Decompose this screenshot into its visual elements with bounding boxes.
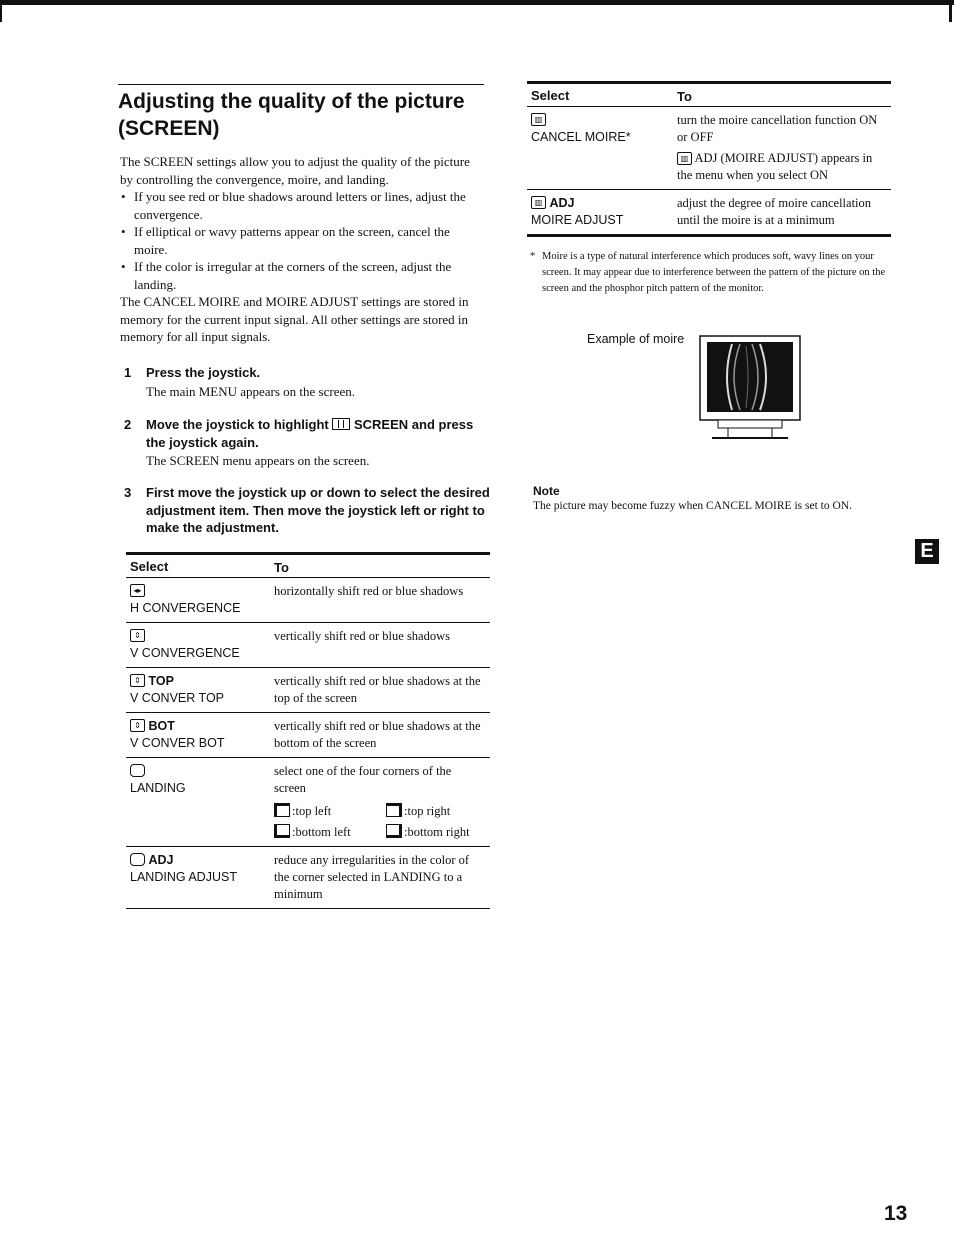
step-heading-cont: SCREEN and press the joystick again. (146, 417, 474, 450)
moire-footnote (530, 249, 892, 297)
item-desc: vertically shift red or blue shadows at the top of the screen (270, 668, 490, 713)
corner-label: :bottom right (404, 825, 470, 839)
item-desc: vertically shift red or blue shadows (270, 623, 490, 668)
step-body: The main MENU appears on the screen. (146, 383, 356, 399)
table-header (527, 83, 891, 107)
landing-icon (130, 764, 145, 777)
step-1 (124, 364, 494, 400)
corner-label: :top right (404, 804, 451, 818)
corner-options (274, 803, 486, 841)
table-row (126, 578, 490, 623)
item-desc-extra: ADJ (MOIRE ADJUST) appears in the menu when you select ON (677, 151, 873, 182)
page-title: Adjusting the quality of the picture (SCREEN) (118, 90, 465, 140)
item-name: V CONVERGENCE (130, 646, 240, 660)
item-keyword: ADJ (148, 853, 174, 867)
step-2 (124, 416, 494, 469)
col-to: To (673, 83, 891, 107)
intro-bullet: • If the color is irregular at the corners of the screen, adjust the landing. (120, 258, 486, 293)
intro-paragraph: The SCREEN settings allow you to adjust the quality of the picture by controlling the convergence, moire, and landing. (120, 154, 470, 187)
bottom-right-corner-icon (386, 824, 402, 838)
footnote-marker: * (530, 251, 536, 262)
item-keyword: BOT (148, 719, 175, 733)
step-heading: Press the joystick. (146, 365, 261, 380)
table-row (126, 623, 490, 668)
step-number: 2 (124, 417, 132, 432)
corner-label: :bottom left (292, 825, 351, 839)
top-border (0, 0, 954, 5)
moire-settings-table (527, 81, 891, 237)
intro-section (120, 153, 486, 346)
page-number: 13 (884, 1202, 908, 1225)
top-border-right-tick (949, 0, 952, 22)
moire-icon: ▥ (677, 152, 692, 165)
intro-bullet: • If elliptical or wavy patterns appear on the screen, cancel the moire. (120, 223, 486, 258)
col-select: Select (126, 554, 270, 578)
item-keyword: ADJ (549, 196, 575, 210)
table-row (126, 668, 490, 713)
item-name: MOIRE ADJUST (531, 213, 624, 227)
memory-paragraph: The CANCEL MOIRE and MOIRE ADJUST settings are stored in memory for the current input signal. All other settings are stored in memory for all input signals. (120, 294, 469, 344)
step-number: 1 (124, 365, 132, 380)
item-name: H CONVERGENCE (130, 601, 241, 615)
top-border-left-tick (0, 0, 2, 22)
col-to: To (270, 554, 490, 578)
landing-icon (130, 853, 145, 866)
item-name: LANDING ADJUST (130, 870, 237, 884)
table-row (126, 758, 490, 847)
item-keyword: TOP (148, 674, 174, 688)
intro-bullets (120, 188, 486, 293)
corner-label: :top left (292, 804, 332, 818)
step-3 (124, 484, 494, 537)
footnote-text: Moire is a type of natural interference which produces soft, wavy lines on your screen. It may appear due to interference between the pattern of the picture on the screen and the phosphor pitch pattern of the monitor. (542, 251, 886, 294)
table-header (126, 554, 490, 578)
v-convergence-icon: ⇕ (130, 674, 145, 687)
table-row (527, 107, 891, 190)
item-desc: horizontally shift red or blue shadows (270, 578, 490, 623)
moire-monitor-illustration (698, 334, 802, 442)
top-left-corner-icon (274, 803, 290, 817)
bottom-left-corner-icon (274, 824, 290, 838)
note-heading: Note (533, 484, 560, 498)
step-heading: Move the joystick to highlight (146, 417, 329, 432)
v-convergence-icon: ⇕ (130, 719, 145, 732)
language-tab: E (915, 539, 939, 564)
moire-example-label: Example of moire (587, 332, 685, 346)
item-desc: adjust the degree of moire cancellation until the moire is at a minimum (673, 190, 891, 236)
table-row (126, 847, 490, 909)
title-rule (118, 84, 484, 85)
top-right-corner-icon (386, 803, 402, 817)
h-convergence-icon: ◂▸ (130, 584, 145, 597)
screen-menu-icon (332, 418, 350, 430)
v-convergence-icon: ⇕ (130, 629, 145, 642)
intro-bullet: • If you see red or blue shadows around letters or lines, adjust the convergence. (120, 188, 486, 223)
item-name: V CONVER BOT (130, 736, 225, 750)
table-row (527, 190, 891, 236)
item-desc: select one of the four corners of the screen (274, 764, 452, 795)
item-name: CANCEL MOIRE* (531, 130, 631, 144)
moire-icon: ▥ (531, 196, 546, 209)
step-body: The SCREEN menu appears on the screen. (146, 453, 370, 468)
step-heading: First move the joystick up or down to select the desired adjustment item. Then move the joystick left or right to make the adjustment. (146, 485, 490, 535)
col-select: Select (527, 83, 673, 107)
table-row (126, 713, 490, 758)
step-number: 3 (124, 485, 132, 500)
item-name: V CONVER TOP (130, 691, 225, 705)
item-desc: turn the moire cancellation function ON or OFF (677, 113, 878, 144)
item-desc: reduce any irregularities in the color of the corner selected in LANDING to a minimum (270, 847, 490, 909)
moire-icon: ▥ (531, 113, 546, 126)
screen-settings-table (126, 552, 490, 909)
item-desc: vertically shift red or blue shadows at the bottom of the screen (270, 713, 490, 758)
item-name: LANDING (130, 781, 186, 795)
note-text: The picture may become fuzzy when CANCEL MOIRE is set to ON. (533, 500, 852, 512)
